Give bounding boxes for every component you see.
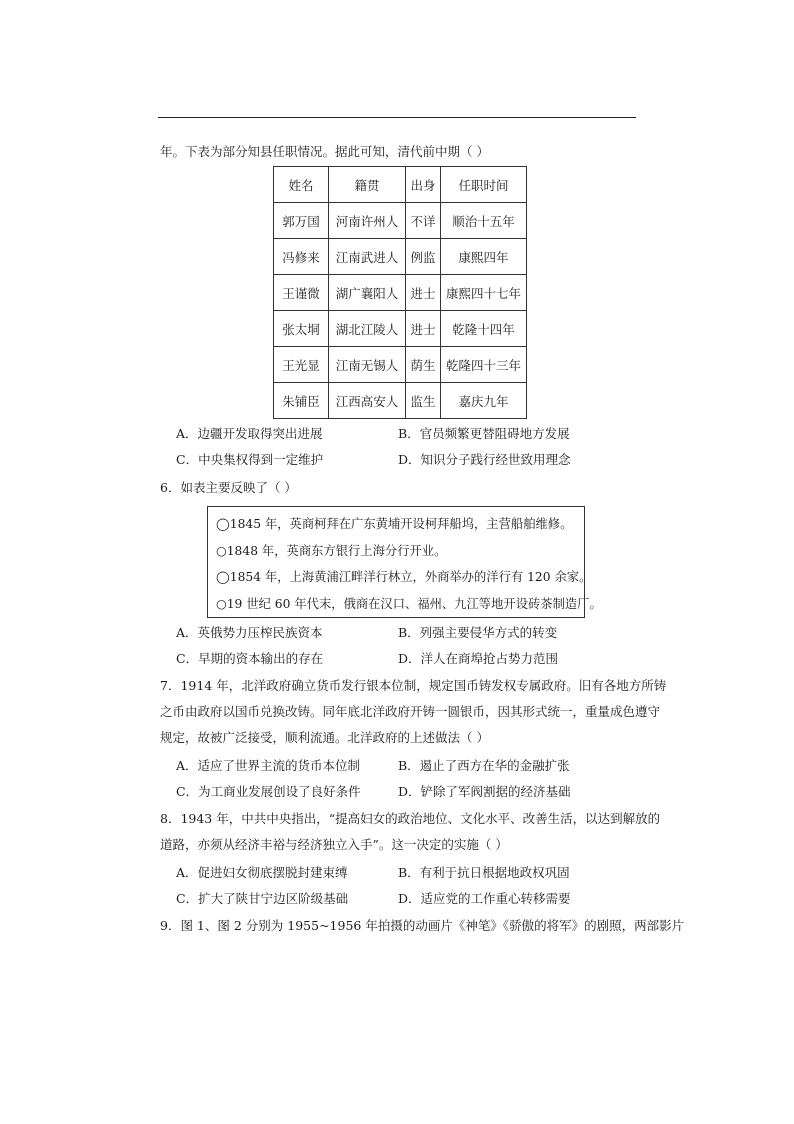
q8-stem-line: 8．1943 年，中共中央指出，“提高妇女的政治地位、文化水平、改善生活，以达到解放的 xyxy=(160,811,661,826)
table-cell: 进士 xyxy=(406,275,441,311)
table-row xyxy=(274,383,527,419)
material-line: ◯1845 年，英商柯拜在广东黄埔开设柯拜船坞，主营船舶维修。 xyxy=(216,517,573,531)
table-row xyxy=(274,203,527,239)
table-cell: 监生 xyxy=(406,383,441,419)
table-cell: 湖北江陵人 xyxy=(329,311,406,347)
table-cell: 张太垌 xyxy=(274,311,329,347)
table-cell: 不详 xyxy=(406,203,441,239)
q6-option-c: C．早期的资本输出的存在 xyxy=(176,651,324,666)
table-cell: 王光显 xyxy=(274,347,329,383)
table-cell: 王谨微 xyxy=(274,275,329,311)
material-line: ○1848 年，英商东方银行上海分行开业。 xyxy=(216,543,447,558)
material-line: ◯1854 年，上海黄浦江畔洋行林立，外商举办的洋行有 120 余家。 xyxy=(216,570,592,584)
table-cell: 江西高安人 xyxy=(329,383,406,419)
table-row xyxy=(274,311,527,347)
q6-option-d: D．洋人在商埠抢占势力范围 xyxy=(398,651,559,666)
q8-stem-line: 道路，亦须从经济丰裕与经济独立入手”。这一决定的实施（ ） xyxy=(160,837,508,852)
table-cell: 进士 xyxy=(406,311,441,347)
table-cell: 湖广襄阳人 xyxy=(329,275,406,311)
q7-stem-line: 7．1914 年，北洋政府确立货币发行银本位制，规定国币铸发权专属政府。旧有各地方所铸 xyxy=(160,678,667,693)
table-cell: 顺治十五年 xyxy=(441,203,527,239)
table-cell: 江南无锡人 xyxy=(329,347,406,383)
material-line: ○19 世纪 60 年代末，俄商在汉口、福州、九江等地开设砖茶制造厂。 xyxy=(216,596,602,611)
header-rule xyxy=(158,117,636,118)
table-row xyxy=(274,239,527,275)
q6-material-box xyxy=(207,506,602,618)
table-row xyxy=(274,347,527,383)
table-cell: 荫生 xyxy=(406,347,441,383)
table-cell: 江南武进人 xyxy=(329,239,406,275)
q8-option-a: A．促进妇女彻底摆脱封建束缚 xyxy=(176,865,348,880)
q6-option-a: A．英俄势力压榨民族资本 xyxy=(176,625,323,640)
table-cell: 朱铺臣 xyxy=(274,383,329,419)
q5-option-c: C．中央集权得到一定维护 xyxy=(176,452,324,467)
q5-stem: 年。下表为部分知县任职情况。据此可知，清代前中期（ ） xyxy=(160,144,489,159)
table-cell: 河南许州人 xyxy=(329,203,406,239)
q7-option-b: B．遏止了西方在华的金融扩张 xyxy=(398,758,570,773)
table-header-cell: 籍贯 xyxy=(329,167,406,203)
q8-option-b: B．有利于抗日根据地政权巩固 xyxy=(398,865,570,880)
q6-stem: 6．如表主要反映了（ ） xyxy=(160,480,297,495)
q6-option-b: B．列强主要侵华方式的转变 xyxy=(398,625,558,640)
table-cell: 乾隆十四年 xyxy=(441,311,527,347)
table-cell: 乾隆四十三年 xyxy=(441,347,527,383)
q5-option-d: D．知识分子践行经世致用理念 xyxy=(398,452,571,467)
q7-option-c: C．为工商业发展创设了良好条件 xyxy=(176,784,361,799)
table-cell: 例监 xyxy=(406,239,441,275)
q7-stem-line: 之币由政府以国币兑换改铸。同年底北洋政府开铸一圆银币，因其形式统一，重量成色遵守 xyxy=(160,704,661,719)
table-cell: 康熙四十七年 xyxy=(441,275,527,311)
table-header-row xyxy=(274,167,527,203)
q7-stem-line: 规定，故被广泛接受，顺利流通。北洋政府的上述做法（ ） xyxy=(160,730,489,745)
officials-table xyxy=(273,166,527,419)
table-header-cell: 任职时间 xyxy=(441,167,527,203)
table-header-cell: 姓名 xyxy=(274,167,329,203)
q5-option-a: A．边疆开发取得突出进展 xyxy=(176,426,323,441)
table-cell: 郭万国 xyxy=(274,203,329,239)
table-cell: 冯修来 xyxy=(274,239,329,275)
q7-option-d: D．铲除了军阀割据的经济基础 xyxy=(398,784,571,799)
q8-option-c: C．扩大了陕甘宁边区阶级基础 xyxy=(176,891,349,906)
table-cell: 嘉庆九年 xyxy=(441,383,527,419)
table-cell: 康熙四年 xyxy=(441,239,527,275)
table-header-cell: 出身 xyxy=(406,167,441,203)
q9-stem: 9．图 1、图 2 分别为 1955~1956 年拍摄的动画片《神笔》《骄傲的将军》的剧照，两部影片 xyxy=(160,918,685,933)
q5-option-b: B．官员频繁更替阻碍地方发展 xyxy=(398,426,570,441)
table-row xyxy=(274,275,527,311)
q8-option-d: D．适应党的工作重心转移需要 xyxy=(398,891,571,906)
q7-option-a: A．适应了世界主流的货币本位制 xyxy=(176,758,361,773)
